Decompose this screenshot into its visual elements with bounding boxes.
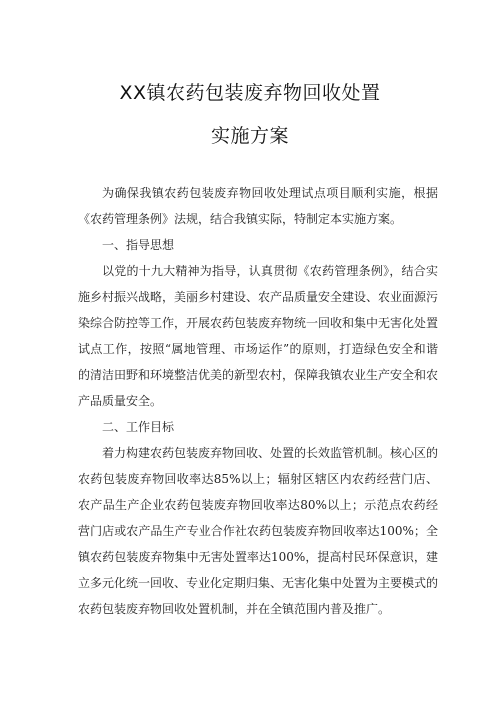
section2-paragraph: 着力构建农药包装废弃物回收、处置的长效监管机制。核心区的农药包装废弃物回收率达85%以上；辐射区辖区内农药经营门店、农产品生产企业农药包装废弃物回收率达80%以上；示范点农药经营门店或农产品生产专业合作社农药包装废弃物回收率达100%；全镇农药包装废弃物集中无害处置率达100%，提高村民环保意识，建立多元化统一回收、专业化定期归集、无害化集中处置为主要模式的农药包装废弃物回收处置机制，并在全镇范围内普及推广。: [78, 446, 439, 616]
document-title-line1: XX镇农药包装废弃物回收处置: [119, 82, 381, 104]
section1-paragraph: 以党的十九大精神为指导，认真贯彻《农药管理条例》，结合实施乡村振兴战略，美丽乡村建设、农产品质量安全建设、农业面源污染综合防控等工作，开展农药包装废弃物统一回收和集中无害化处置试点工作，按照“属地管理、市场运作”的原则，打造绿色安全和谐的清洁田野和环境整洁优美的新型农村，保障我镇农业生产安全和农产品质量安全。: [78, 264, 439, 408]
section2-heading: 二、工作目标: [102, 420, 175, 434]
document-body: [78, 180, 438, 622]
document-title-line2: 实施方案: [210, 125, 289, 147]
intro-paragraph: 为确保我镇农药包装废弃物回收处理试点项目顺利实施，根据《农药管理条例》法规，结合我镇实际，特制定本实施方案。: [78, 186, 438, 226]
section1-heading: 一、指导思想: [102, 238, 175, 252]
